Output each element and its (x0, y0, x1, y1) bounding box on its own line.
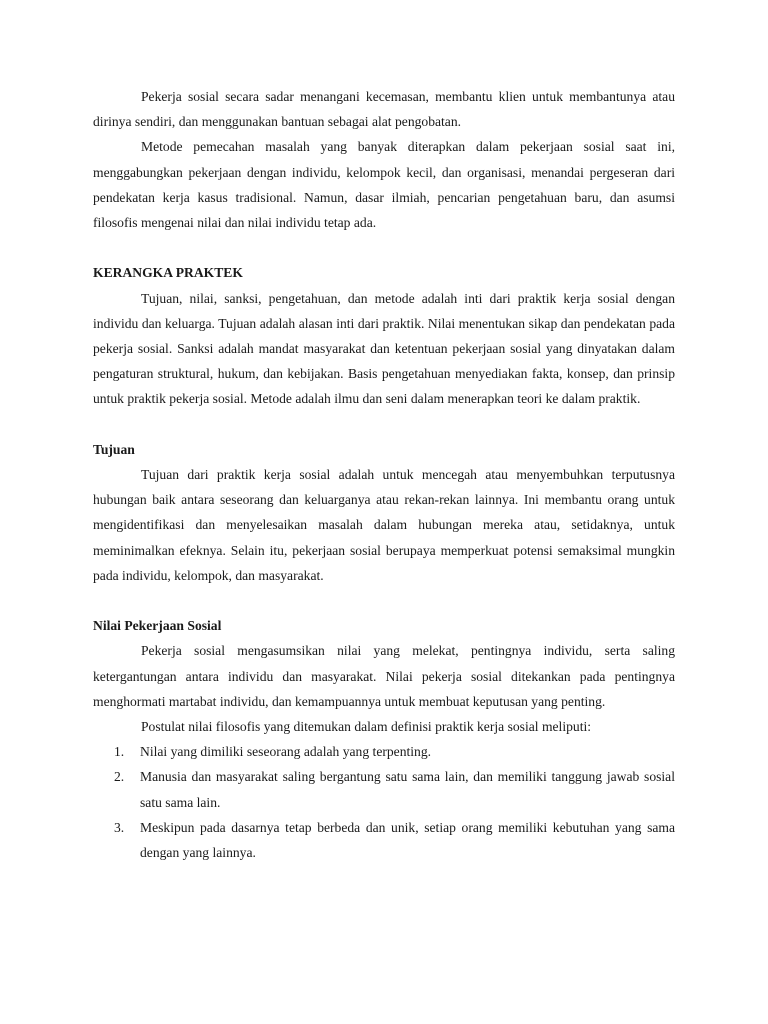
list-item-number: 1. (114, 744, 125, 760)
list-item-text: Nilai yang dimiliki seseorang adalah yang terpenting. (140, 744, 432, 760)
list-item-number: 2. (114, 769, 125, 785)
spacer (93, 588, 675, 613)
list-item (93, 739, 675, 764)
intro-paragraph-2: Metode pemecahan masalah yang banyak diterapkan dalam pekerjaan sosial saat ini, menggabungkan pekerjaan dengan individu, kelompok kecil, dan organisasi, menandai pergeseran dari pendekatan kerja kasus tradisional. Namun, dasar ilmiah, pencarian pengetahuan baru, dan asumsi filosofis mengenai nilai dan nilai individu tetap ada. (93, 139, 675, 231)
nilai-paragraph-2: Postulat nilai filosofis yang ditemukan dalam definisi praktik kerja sosial meliputi: (141, 719, 592, 735)
nilai-list (93, 739, 675, 865)
tujuan-heading: Tujuan (93, 441, 135, 457)
tujuan-paragraph: Tujuan dari praktik kerja sosial adalah untuk mencegah atau menyembuhkan terputusnya hubungan baik antara seseorang dan keluarganya atau rekan-rekan lainnya. Ini membantu orang untuk mengidentifikasi dan menyelesaikan masalah dalam hubungan mereka atau, setidaknya, untuk meminimalkan efeknya. Selain itu, pekerjaan sosial berupaya memperkuat potensi semaksimal mungkin pada individu, kelompok, dan masyarakat. (93, 467, 675, 583)
list-item-text: Manusia dan masyarakat saling bergantung satu sama lain, dan memiliki tanggung jawab sosial satu sama lain. (140, 769, 675, 810)
kerangka-praktek-heading: KERANGKA PRAKTEK (93, 265, 243, 281)
list-item (93, 815, 675, 865)
list-item-number: 3. (114, 819, 125, 835)
intro-paragraph-1: Pekerja sosial secara sadar menangani kecemasan, membantu klien untuk membantunya atau dirinya sendiri, dan menggunakan bantuan sebagai alat pengobatan. (93, 89, 675, 130)
spacer (93, 412, 675, 437)
nilai-heading: Nilai Pekerjaan Sosial (93, 618, 222, 634)
kerangka-paragraph: Tujuan, nilai, sanksi, pengetahuan, dan metode adalah inti dari praktik kerja sosial dengan individu dan keluarga. Tujuan adalah alasan inti dari praktik. Nilai menentukan sikap dan pendekatan pada pekerja sosial. Sanksi adalah mandat masyarakat dan ketentuan pekerjaan sosial yang dinyatakan dalam pengaturan struktural, hukum, dan kebijakan. Basis pengetahuan menyediakan fakta, konsep, dan prinsip untuk praktik pekerja sosial. Metode adalah ilmu dan seni dalam menerapkan teori ke dalam praktik. (93, 290, 675, 407)
nilai-paragraph-1: Pekerja sosial mengasumsikan nilai yang melekat, pentingnya individu, serta saling ketergantungan antara individu dan masyarakat. Nilai pekerja sosial ditekankan pada pentingnya menghormati martabat individu, dan kemampuannya untuk membuat keputusan yang penting. (93, 643, 675, 709)
spacer (93, 235, 675, 260)
document-body (93, 84, 675, 865)
list-item (93, 764, 675, 814)
list-item-text: Meskipun pada dasarnya tetap berbeda dan unik, setiap orang memiliki kebutuhan yang sama dengan yang lainnya. (140, 819, 675, 861)
